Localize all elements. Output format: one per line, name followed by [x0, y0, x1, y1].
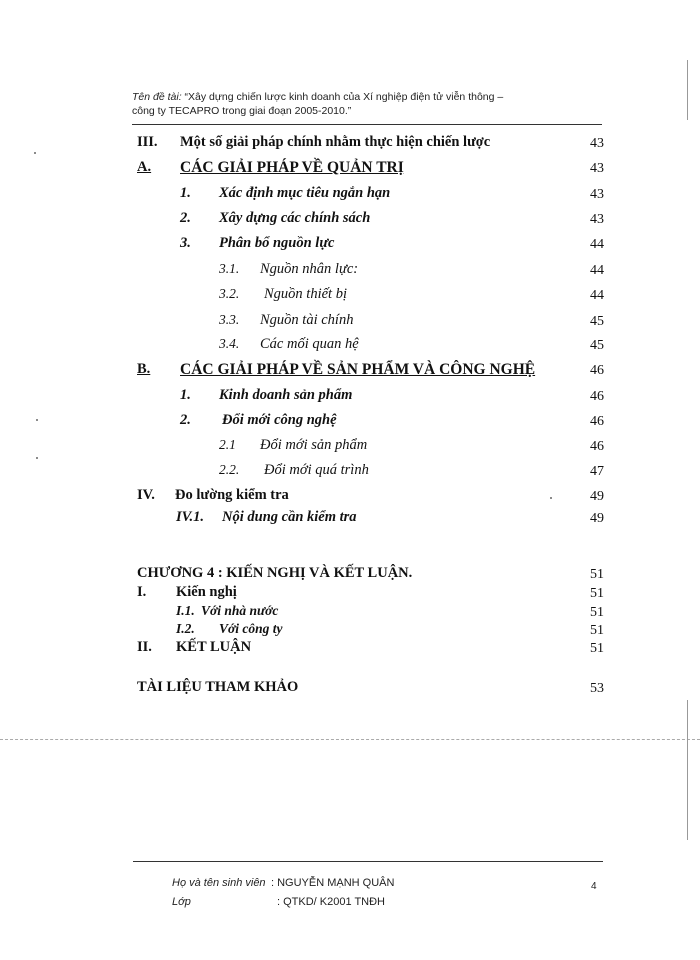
toc-number: 3.4. — [219, 336, 240, 351]
toc-number: 3.3. — [219, 312, 240, 327]
toc-title: CÁC GIẢI PHÁP VỀ QUẢN TRỊ — [180, 159, 404, 176]
chapter-heading: CHƯƠNG 4 : KIẾN NGHỊ VÀ KẾT LUẬN. — [137, 565, 413, 581]
footer-rule — [133, 861, 603, 862]
toc-title: Một số giải pháp chính nhằm thực hiện chiến lược — [180, 134, 491, 150]
toc-title: Các mối quan hệ — [260, 336, 359, 352]
toc-number: 1. — [180, 185, 191, 201]
toc-page-number: 49 — [590, 489, 604, 504]
toc-page-number: 43 — [590, 161, 604, 176]
topic-line-1: “Xây dựng chiến lược kinh doanh của Xí nghiệp điện tử viễn thông – — [184, 91, 504, 103]
toc-number: 2.1 — [219, 437, 236, 452]
scan-speck — [34, 152, 36, 154]
toc-number: 1. — [180, 387, 191, 403]
toc-title: Xây dựng các chính sách — [219, 210, 371, 226]
toc-title: Nguồn thiết bị — [264, 286, 347, 302]
toc-row — [137, 134, 158, 151]
toc-number: I.2. — [176, 621, 195, 636]
student-name-value: : NGUYỄN MẠNH QUÂN — [271, 877, 395, 889]
toc-number: II. — [137, 639, 152, 655]
toc-page-number: 46 — [590, 414, 604, 429]
toc-number: IV. — [137, 487, 155, 503]
toc-number: 2. — [180, 210, 191, 226]
toc-page-number: 49 — [590, 511, 604, 526]
toc-page-number: 51 — [590, 623, 604, 638]
toc-page-number: 45 — [590, 314, 604, 329]
toc-title: Xác định mục tiêu ngắn hạn — [219, 185, 391, 201]
toc-page-number: 45 — [590, 338, 604, 353]
toc-title: Nội dung cần kiểm tra — [222, 509, 357, 525]
toc-page-number: 43 — [590, 212, 604, 227]
toc-title: Đổi mới công nghệ — [222, 412, 337, 428]
student-name-label: Họ và tên sinh viên — [172, 877, 266, 889]
toc-title: Nguồn tài chính — [260, 312, 354, 328]
toc-page-number: 44 — [590, 263, 604, 278]
class-label: Lớp — [172, 896, 191, 908]
toc-page-number: 47 — [590, 464, 604, 479]
toc-number: IV.1. — [176, 509, 204, 525]
toc-number: 2.2. — [219, 462, 240, 477]
toc-title: Với công ty — [219, 621, 283, 636]
page-number: 4 — [591, 881, 597, 892]
toc-number: 3.2. — [219, 286, 240, 301]
toc-page-number: 51 — [590, 586, 604, 601]
scan-edge-top — [687, 60, 688, 120]
toc-page-number: 46 — [590, 439, 604, 454]
toc-title: Đổi mới sản phẩm — [260, 437, 368, 453]
toc-title: Với nhà nước — [201, 603, 279, 618]
toc-number: 2. — [180, 412, 191, 428]
toc-title: Nguồn nhân lực: — [260, 261, 359, 277]
toc-title: KẾT LUẬN — [176, 639, 252, 655]
toc-page-number: 44 — [590, 288, 604, 303]
toc-number: 3.1. — [219, 261, 240, 276]
toc-title: Đổi mới quá trình — [264, 462, 369, 478]
document-topic-header — [132, 91, 503, 103]
class-value: : QTKD/ K2001 TNĐH — [277, 896, 385, 908]
toc-number: 3. — [180, 235, 191, 251]
toc-number: I.1. — [176, 603, 195, 618]
scan-speck — [36, 419, 38, 421]
toc-number: III. — [137, 134, 158, 150]
topic-label: Tên đề tài: — [132, 91, 182, 103]
scan-speck — [36, 457, 38, 459]
toc-title: Kiến nghị — [176, 584, 237, 600]
toc-page-number: 51 — [590, 605, 604, 620]
toc-title: CÁC GIẢI PHÁP VỀ SẢN PHẨM VÀ CÔNG NGHỆ — [180, 361, 536, 378]
toc-page-number: 46 — [590, 363, 604, 378]
toc-number: I. — [137, 584, 147, 600]
toc-page-number: 46 — [590, 389, 604, 404]
toc-title: Đo lường kiểm tra — [175, 487, 289, 503]
topic-line-2: công ty TECAPRO trong giai đoạn 2005-2010.” — [132, 105, 352, 117]
toc-title: Kinh doanh sản phẩm — [219, 387, 353, 403]
scan-line — [0, 739, 700, 740]
toc-number: B. — [137, 361, 151, 377]
toc-number: A. — [137, 159, 152, 175]
toc-page-number: 43 — [590, 187, 604, 202]
scan-edge-bottom — [687, 700, 688, 840]
references-heading: TÀI LIỆU THAM KHẢO — [137, 679, 299, 695]
header-rule — [132, 124, 602, 125]
toc-page-number: 44 — [590, 237, 604, 252]
toc-title: Phân bổ nguồn lực — [219, 235, 335, 251]
toc-page-number: 51 — [590, 567, 604, 582]
scan-speck — [550, 497, 552, 499]
toc-page-number: 53 — [590, 681, 604, 696]
toc-page-number: 43 — [590, 136, 604, 151]
toc-page-number: 51 — [590, 641, 604, 656]
